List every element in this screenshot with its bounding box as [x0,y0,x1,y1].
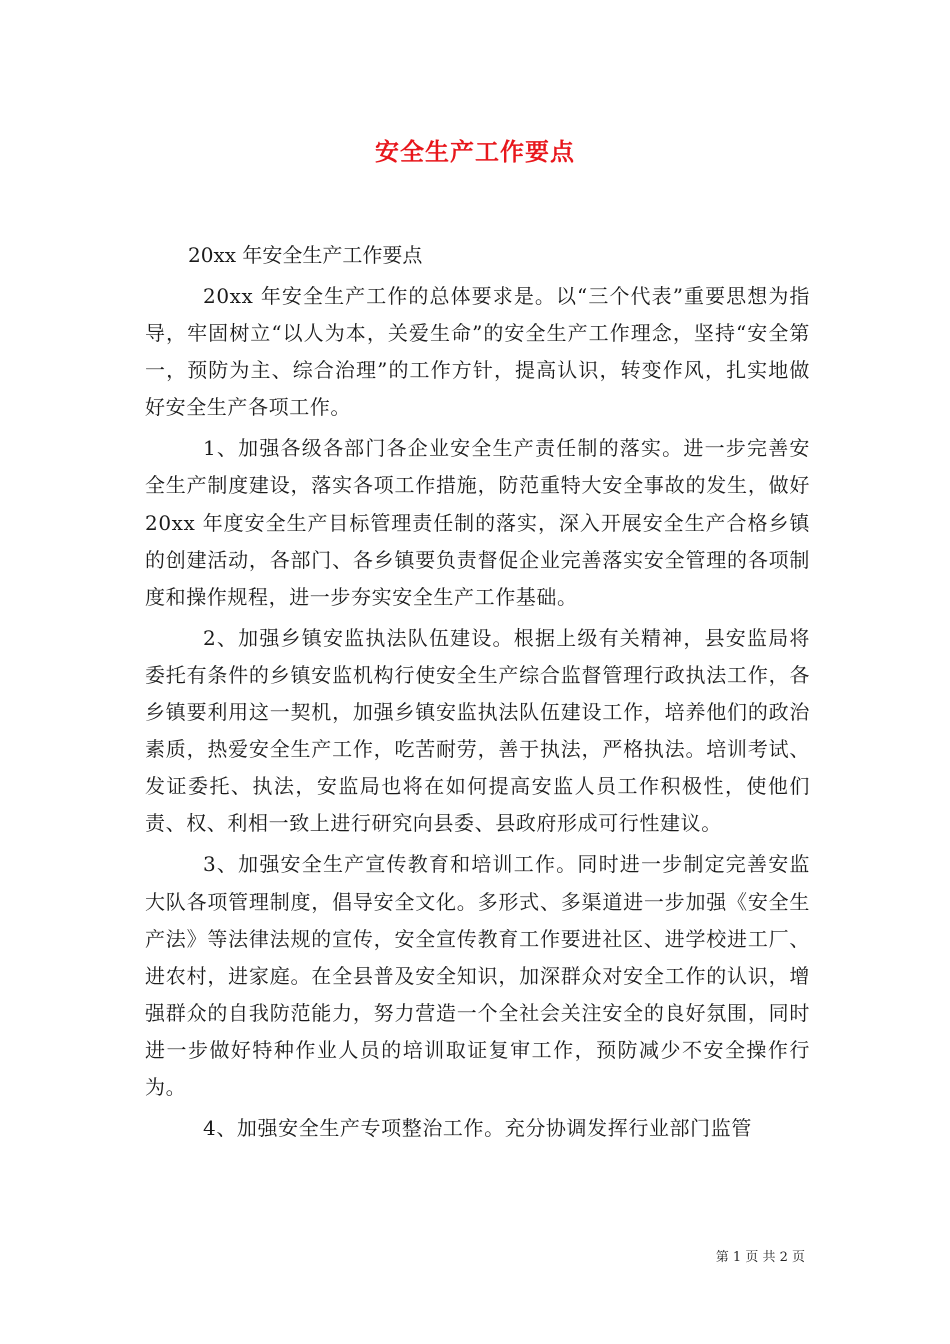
paragraph-intro: 20xx 年安全生产工作的总体要求是。以“三个代表”重要思想为指导，牢固树立“以人为本，关爱生命”的安全生产工作理念，坚持“安全第一，预防为主、综合治理”的工作方针，提高认识，转变作风，扎实地做好安全生产各项工作。 [145,284,810,420]
paragraph-item-4: 4、加强安全生产专项整治工作。充分协调发挥行业部门监管 [203,1116,752,1141]
document-body [145,278,810,1147]
paragraph-item-3: 3、加强安全生产宣传教育和培训工作。同时进一步制定完善安监大队各项管理制度，倡导安全文化。多形式、多渠道进一步加强《安全生产法》等法律法规的宣传，安全宣传教育工作要进社区、进学校进工厂、进农村，进家庭。在全县普及安全知识，加深群众对安全工作的认识，增强群众的自我防范能力，努力营造一个全社会关注安全的良好氛围，同时进一步做好特种作业人员的培训取证复审工作，预防减少不安全操作行为。 [145,852,810,1099]
page-number: 第 1 页 共 2 页 [715,1250,805,1265]
document-subheading: 20xx 年安全生产工作要点 [188,243,423,267]
document-title: 安全生产工作要点 [375,137,575,166]
paragraph-item-1: 1、加强各级各部门各企业安全生产责任制的落实。进一步完善安全生产制度建设，落实各项工作措施，防范重特大安全事故的发生，做好 20xx 年度安全生产目标管理责任制的落实，深入开展安全生产合格乡镇的创建活动，各部门、各乡镇要负责督促企业完善落实安全管理的各项制度和操作规程，进一步夯实安全生产工作基础。 [145,436,810,609]
paragraph-item-2: 2、加强乡镇安监执法队伍建设。根据上级有关精神，县安监局将委托有条件的乡镇安监机构行使安全生产综合监督管理行政执法工作，各乡镇要利用这一契机，加强乡镇安监执法队伍建设工作，培养他们的政治素质，热爱安全生产工作，吃苦耐劳，善于执法，严格执法。培训考试、发证委托、执法，安监局也将在如何提高安监人员工作积极性，使他们责、权、利相一致上进行研究向县委、县政府形成可行性建议。 [145,625,810,836]
